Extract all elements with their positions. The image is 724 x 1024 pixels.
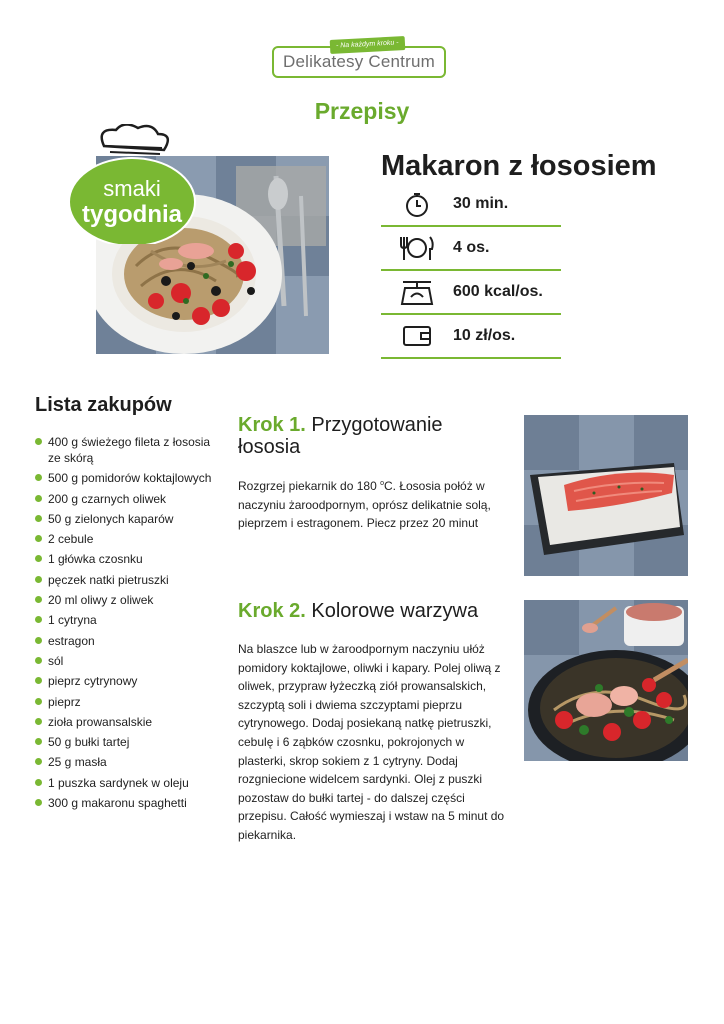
badge-line1: smaki	[103, 176, 161, 201]
badge-line2: tygodnia	[82, 201, 182, 228]
shopping-list	[35, 434, 225, 815]
shopping-list-item: 20 ml oliwy z oliwek	[35, 592, 225, 608]
shopping-list-item: 50 g zielonych kaparów	[35, 511, 225, 527]
shopping-list-title: Lista zakupów	[35, 394, 172, 416]
shopping-list-item: sól	[35, 653, 225, 669]
logo-name: Delikatesy Centrum	[283, 52, 435, 71]
step-1-number: Krok 1.	[238, 414, 306, 436]
info-row-servings	[381, 227, 561, 271]
shopping-list-item: pęczek natki pietruszki	[35, 572, 225, 588]
info-row-time	[381, 183, 561, 227]
info-row-price	[381, 315, 561, 359]
info-price: 10 zł/os.	[453, 327, 516, 344]
section-title: Przepisy	[314, 98, 410, 124]
info-kcal: 600 kcal/os.	[453, 283, 543, 300]
shopping-list-item: 200 g czarnych oliwek	[35, 491, 225, 507]
info-servings: 4 os.	[453, 239, 490, 256]
degree-sign: o	[380, 480, 384, 487]
shopping-list-item: 1 cytryna	[35, 612, 225, 628]
step-1-text-a: Rozgrzej piekarnik do 180	[238, 479, 377, 493]
step-1-heading	[238, 414, 498, 458]
step-1-name: Przygotowanie łososia	[238, 414, 443, 458]
brand-logo	[272, 38, 450, 80]
step-2-photo	[524, 600, 688, 761]
recipe-title: Makaron z łososiem	[381, 150, 657, 182]
clock-icon	[381, 190, 453, 218]
shopping-list-item: 50 g bułki tartej	[35, 734, 225, 750]
shopping-list-item: 25 g masła	[35, 754, 225, 770]
recipe-info	[381, 183, 561, 359]
shopping-list-item: 500 g pomidorów koktajlowych	[35, 470, 225, 486]
info-time: 30 min.	[453, 195, 509, 212]
shopping-list-item: 2 cebule	[35, 531, 225, 547]
step-2-name: Kolorowe warzywa	[311, 600, 479, 622]
shopping-list-item: 1 główka czosnku	[35, 551, 225, 567]
wallet-icon	[381, 323, 453, 349]
shopping-list-item: zioła prowansalskie	[35, 714, 225, 730]
shopping-list-item: pieprz	[35, 694, 225, 710]
step-1-text	[238, 475, 506, 533]
step-2-heading	[238, 600, 518, 622]
shopping-list-item: pieprz cytrynowy	[35, 673, 225, 689]
shopping-list-item: 300 g makaronu spaghetti	[35, 795, 225, 811]
step-1-photo	[524, 415, 688, 576]
shopping-list-item: estragon	[35, 633, 225, 649]
step-1-text-b: C. Łososia połóż w naczyniu żaroodpornym, oprósz delikatnie solą, pieprzem i estragonem. Piecz przez 20 minut	[238, 479, 491, 531]
shopping-list-item: 400 g świeżego fileta z łososia ze skórą	[35, 434, 225, 466]
logo-tagline: - Na każdym kroku -	[330, 36, 405, 54]
cutlery-plate-icon	[381, 234, 453, 262]
scale-icon	[381, 278, 453, 306]
shopping-list-item: 1 puszka sardynek w oleju	[35, 775, 225, 791]
step-2-number: Krok 2.	[238, 600, 306, 622]
step-2-text: Na blaszce lub w żaroodpornym naczyniu ułóż pomidory koktajlowe, oliwki i kapary. Polej oliwą z oliwek, przypraw łyżeczką ziół prowansalskich, szczyptą soli i dwiema szczyptami pieprzu cytrynowego. Dodaj posiekaną natkę pietruszki, cebulę i 6 ząbków czosnku, pokrojonych w plasterki, skrop sokiem z 1 cytryny. Dodaj rozgniecione widelcem sardynki. Olej z puszki pozostaw do bułki tartej - do dalszej części przepisu. Całość wymieszaj i wstaw na 5 minut do piekarnika.	[238, 642, 505, 842]
smaki-tygodnia-badge	[66, 124, 198, 244]
info-row-kcal	[381, 271, 561, 315]
